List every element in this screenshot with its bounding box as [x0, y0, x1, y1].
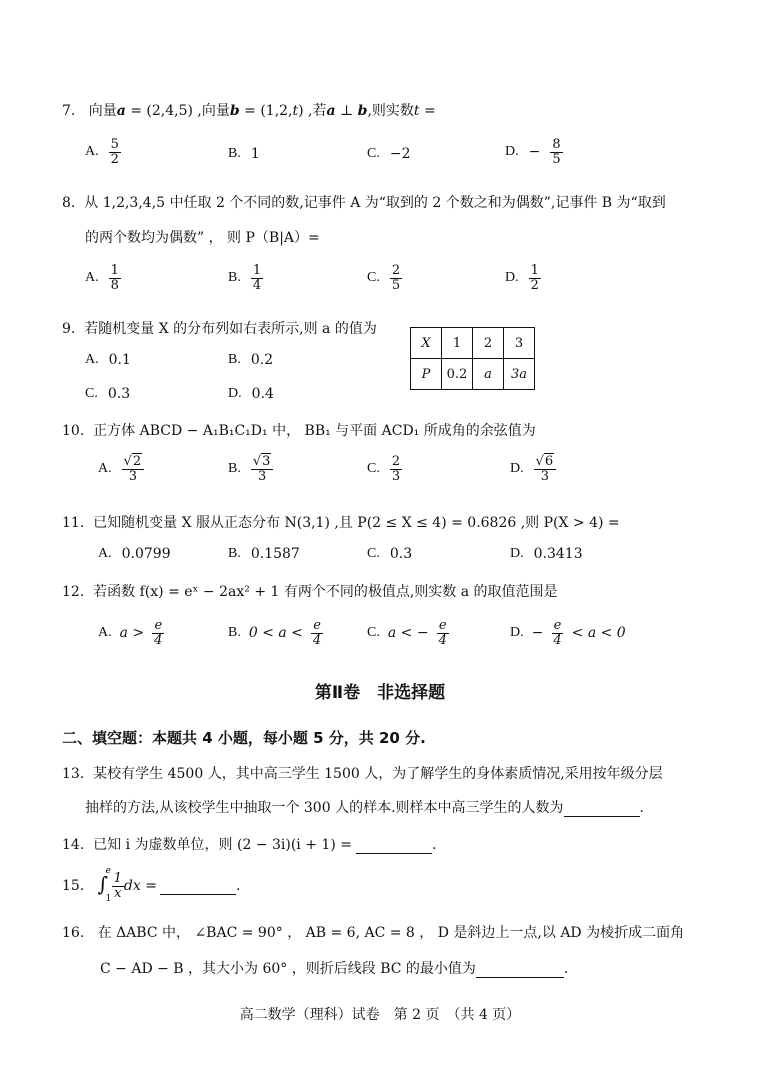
q13-number: 13.	[62, 766, 85, 782]
numerator	[534, 455, 557, 470]
denominator: 4	[553, 632, 562, 648]
q7-text: 向量	[88, 103, 117, 119]
option-label: D.	[505, 270, 519, 286]
numerator	[251, 455, 274, 470]
q7-condition: ) ,若	[298, 103, 327, 119]
answer-blank[interactable]	[564, 800, 640, 817]
numerator	[122, 455, 145, 470]
numerator: 2	[391, 454, 401, 469]
q14-text: 已知 i 为虚数单位，则 (2 − 3i)(i + 1) =	[93, 837, 352, 853]
q11-number: 11.	[62, 515, 85, 531]
option-text: 1	[250, 146, 260, 162]
q9-number: 9.	[62, 321, 76, 337]
denominator: 4	[312, 632, 322, 648]
q13-line-2-row	[85, 797, 644, 817]
numerator: 2	[391, 263, 401, 278]
q8-option-c[interactable]	[367, 264, 402, 292]
q15-number: 15.	[62, 878, 85, 894]
question-13	[62, 763, 663, 783]
table-row	[411, 359, 535, 390]
answer-blank[interactable]	[476, 961, 564, 978]
option-label: C.	[367, 146, 380, 161]
option-label: B.	[228, 625, 241, 641]
q15-period: .	[235, 878, 241, 894]
denominator: 8	[110, 277, 119, 293]
q9-option-a[interactable]	[85, 352, 131, 368]
option-label: A.	[98, 625, 112, 641]
table-cell: 1	[442, 328, 473, 359]
denominator: 3	[257, 468, 267, 484]
fraction	[109, 138, 121, 166]
q7-vector-a: a	[116, 103, 126, 119]
numerator: 5	[110, 137, 119, 152]
sqrt-symbol: √	[535, 454, 544, 469]
page-footer: 高二数学（理科）试卷 第 2 页 （共 4 页）	[239, 1007, 521, 1023]
table-cell: 0.2	[442, 359, 473, 390]
q12-option-b[interactable]	[228, 619, 323, 647]
sqrt-symbol: √	[123, 454, 132, 469]
numerator: 1	[110, 263, 119, 278]
option-text: 0.1587	[250, 546, 300, 562]
fraction	[529, 264, 541, 292]
q9-option-c[interactable]	[85, 386, 130, 402]
option-label: C.	[367, 461, 380, 477]
option-label: A.	[98, 461, 112, 477]
fraction	[390, 264, 402, 292]
q8-number: 8.	[62, 195, 76, 211]
option-label: C.	[85, 386, 98, 401]
denominator: 4	[438, 632, 447, 648]
denominator: x	[114, 885, 122, 901]
numerator: 1	[113, 870, 122, 886]
radicand: 3	[262, 454, 271, 469]
q7-t: t	[292, 103, 299, 119]
q7-option-b[interactable]	[228, 146, 260, 162]
answer-blank[interactable]	[356, 837, 432, 854]
q7-option-a[interactable]	[85, 138, 121, 166]
q12-option-c[interactable]	[367, 619, 449, 647]
numerator: e	[313, 618, 321, 633]
question-16	[62, 922, 684, 942]
denominator: 3	[540, 468, 550, 484]
option-label: A.	[98, 546, 112, 561]
question-10	[62, 420, 536, 440]
option-label: A.	[85, 144, 99, 160]
q7-vector-b: b	[229, 103, 240, 119]
option-label: B.	[228, 352, 241, 367]
option-text: 0.4	[251, 386, 274, 402]
question-9	[62, 318, 377, 338]
q16-period: .	[563, 961, 569, 977]
part-2-title: 第Ⅱ卷 非选择题	[314, 683, 446, 703]
q7-equals: =	[419, 103, 436, 119]
q11-option-d[interactable]	[510, 546, 583, 562]
q10-option-c[interactable]	[367, 455, 402, 483]
denominator: 5	[391, 277, 401, 293]
table-cell: P	[411, 359, 442, 390]
option-text: −2	[389, 146, 411, 162]
q11-option-c[interactable]	[367, 546, 412, 562]
option-label: D.	[510, 546, 524, 561]
table-cell: 3a	[504, 359, 535, 390]
answer-blank[interactable]	[160, 878, 236, 895]
radicand: 6	[544, 454, 554, 469]
q8-line-2: 的两个数均为偶数” ， 则 P（B|A）=	[85, 230, 320, 246]
question-7	[62, 100, 436, 120]
option-prefix: a >	[119, 625, 145, 642]
option-label: D.	[228, 386, 242, 401]
q11-text: 已知随机变量 X 服从正态分布 N(3,1) ,且 P(2 ≤ X ≤ 4) = 0.6826 ,则 P(X > 4) =	[93, 515, 620, 531]
option-text: 0.3413	[533, 546, 583, 562]
option-label: C.	[367, 270, 380, 286]
fraction	[550, 138, 562, 166]
fraction	[534, 455, 557, 483]
denominator: 5	[552, 151, 561, 167]
q12-number: 12.	[62, 584, 85, 600]
fraction	[109, 264, 121, 292]
fraction	[251, 455, 274, 483]
option-label: D.	[510, 625, 524, 641]
denominator: 2	[530, 277, 539, 293]
option-prefix: −	[531, 625, 544, 642]
denominator: 4	[252, 277, 262, 293]
q13-line-1: 某校有学生 4500 人，其中高三学生 1500 人，为了解学生的身体素质情况,采用按年级分层	[93, 766, 663, 782]
numerator: 1	[252, 263, 262, 278]
q7-text-b: ,向量	[192, 103, 230, 119]
q10-text: 正方体 ABCD − A₁B₁C₁D₁ 中， BB₁ 与平面 ACD₁ 所成角的余弦值为	[93, 423, 536, 439]
option-label: D.	[510, 461, 524, 477]
table-row	[411, 328, 535, 359]
q16-line-2: C − AD − B ，其大小为 60° ，则折后线段 BC 的最小值为	[100, 961, 476, 977]
q11-option-b[interactable]	[228, 546, 300, 562]
numerator: e	[438, 618, 447, 633]
q8-line-1: 从 1,2,3,4,5 中任取 2 个不同的数,记事件 A 为“取到的 2 个数之和为偶数”,记事件 B 为“取到	[84, 195, 666, 211]
table-cell: 2	[473, 328, 504, 359]
fraction	[152, 619, 164, 647]
integral-upper: e	[105, 866, 111, 876]
q10-option-d[interactable]	[510, 455, 556, 483]
option-label: B.	[228, 461, 241, 477]
q7-option-c[interactable]	[367, 146, 410, 162]
denominator: 3	[128, 468, 138, 484]
radicand: 2	[132, 454, 142, 469]
option-text: 0.2	[250, 352, 274, 368]
option-text: 0.3	[107, 386, 131, 402]
q16-line-1: 在 ΔABC 中， ∠BAC = 90° ， AB = 6, AC = 8 ， D 是斜边上一点,以 AD 为棱折成二面角	[97, 925, 685, 941]
section-2-header: 二、填空题：本题共 4 小题，每小题 5 分，共 20 分.	[62, 729, 426, 747]
numerator: e	[154, 618, 163, 633]
q7-option-d[interactable]	[505, 138, 563, 166]
q7-tail: ,则实数	[367, 103, 414, 119]
question-14	[62, 834, 436, 854]
integral-sign	[97, 866, 112, 904]
q7-tvar: t	[413, 103, 420, 119]
q16-line-2-row	[100, 958, 568, 978]
q8-option-b[interactable]	[228, 264, 263, 292]
question-8	[62, 192, 666, 212]
q8-option-a[interactable]	[85, 264, 121, 292]
option-text: 0.1	[108, 352, 131, 368]
option-suffix: < a < 0	[571, 625, 626, 642]
option-label: A.	[85, 270, 99, 286]
q12-text: 若函数 f(x) = eˣ − 2ax² + 1 有两个不同的极值点,则实数 a 的取值范围是	[93, 584, 558, 600]
fraction	[390, 455, 402, 483]
numerator: e	[553, 618, 562, 633]
q14-period: .	[431, 837, 437, 853]
q7-perp-b: b	[357, 103, 368, 119]
option-label: B.	[228, 546, 241, 561]
q12-option-d[interactable]	[510, 619, 626, 647]
q10-option-a[interactable]	[98, 455, 144, 483]
question-15	[62, 866, 241, 904]
option-text: 0.0799	[121, 546, 171, 562]
integral-lower: 1	[105, 894, 112, 904]
fraction	[112, 872, 124, 900]
question-12	[62, 581, 558, 601]
option-prefix: a < −	[387, 625, 429, 642]
fraction	[122, 455, 145, 483]
q9-text: 若随机变量 X 的分布列如右表所示,则 a 的值为	[84, 321, 377, 337]
q12-option-a[interactable]	[98, 619, 164, 647]
denominator: 3	[391, 468, 401, 484]
option-label: B.	[228, 146, 241, 161]
table-cell: X	[411, 328, 442, 359]
fraction	[551, 619, 563, 647]
option-label: C.	[367, 546, 380, 561]
q7-number: 7.	[62, 103, 76, 119]
option-label: B.	[228, 270, 241, 286]
numerator: 1	[530, 263, 539, 278]
option-label: D.	[505, 144, 519, 160]
q7-perp-a: a	[326, 103, 336, 119]
q8-option-d[interactable]	[505, 264, 541, 292]
q14-number: 14.	[62, 837, 85, 853]
table-cell: a	[473, 359, 504, 390]
q10-number: 10.	[62, 423, 85, 439]
fraction	[437, 619, 449, 647]
option-text: 0.3	[389, 546, 413, 562]
q13-period: .	[639, 800, 644, 816]
denominator: 2	[110, 151, 119, 167]
q10-option-b[interactable]	[228, 455, 273, 483]
fraction	[251, 264, 263, 292]
option-label: A.	[85, 352, 99, 367]
option-sign: −	[528, 144, 541, 161]
fraction	[311, 619, 323, 647]
q9-option-b[interactable]	[228, 352, 273, 368]
sqrt-symbol: √	[252, 454, 262, 469]
integral-symbol: ∫	[97, 872, 109, 896]
denominator: 4	[154, 632, 163, 648]
distribution-table	[410, 327, 535, 390]
q11-option-a[interactable]	[98, 546, 171, 562]
option-prefix: 0 < a <	[248, 625, 303, 642]
q9-option-d[interactable]	[228, 386, 274, 402]
q7-vector-a-value: = (2,4,5)	[125, 103, 193, 119]
q15-dx: dx =	[123, 878, 157, 894]
q13-line-2: 抽样的方法,从该校学生中抽取一个 300 人的样本.则样本中高三学生的人数为	[85, 800, 564, 816]
numerator: 8	[552, 137, 561, 152]
q7-perp-symbol: ⊥	[335, 103, 358, 119]
table-cell: 3	[504, 328, 535, 359]
q7-vector-b-value: = (1,2,	[239, 103, 293, 119]
q16-number: 16.	[62, 925, 85, 941]
question-11	[62, 512, 620, 532]
option-label: C.	[367, 625, 380, 641]
